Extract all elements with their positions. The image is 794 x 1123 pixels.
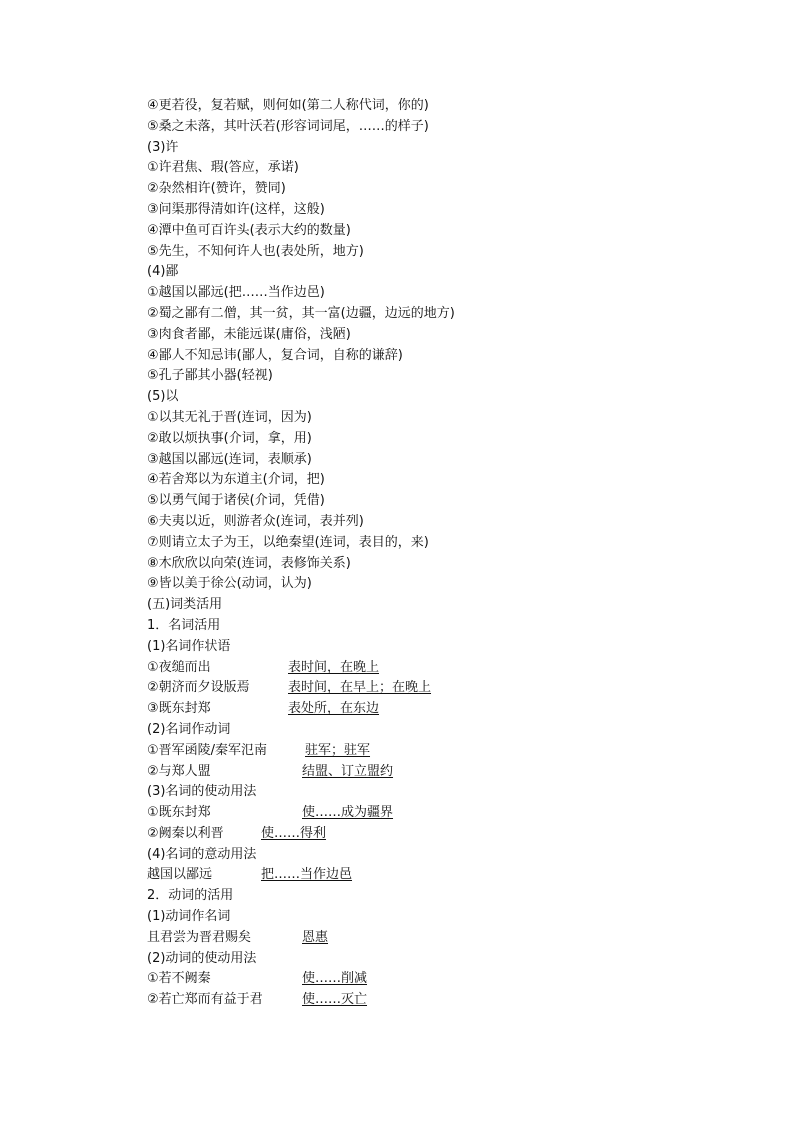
document-body <box>147 96 667 1011</box>
text-line: ⑨皆以美于徐公(动词，认为) <box>147 576 312 592</box>
section-heading: (五)词类活用 <box>147 597 223 613</box>
answer-text: 使……灭亡 <box>302 992 368 1008</box>
answer-text: 表时间，在早上；在晚上 <box>288 680 432 696</box>
answer-text: 结盟、订立盟约 <box>302 763 394 779</box>
text-line: ①越国以鄙远(把……当作边邑) <box>147 285 325 301</box>
example-row <box>147 865 667 886</box>
text-line: ①以其无礼于晋(连词，因为) <box>147 409 312 425</box>
text-line: ⑥夫夷以近，则游者众(连词，表并列) <box>147 513 364 529</box>
section-heading: (5)以 <box>147 389 179 405</box>
section-heading: (4)鄙 <box>147 264 179 280</box>
example-text: ③既东封郑 <box>147 701 211 717</box>
section-heading: (4)名词的意动用法 <box>147 846 257 862</box>
example-text: ②与郑人盟 <box>147 763 211 779</box>
text-line: ⑤先生，不知何许人也(表处所，地方) <box>147 243 364 259</box>
text-line: ⑦则请立太子为王，以绝秦望(连词，表目的，来) <box>147 534 429 550</box>
text-line: ④更若役，复若赋，则何如(第二人称代词，你的) <box>147 98 429 113</box>
example-row <box>147 762 667 783</box>
text-line: ④鄙人不知忌讳(鄙人，复合词，自称的谦辞) <box>147 347 403 363</box>
answer-text: 表处所，在东边 <box>288 701 380 717</box>
answer-text: 恩惠 <box>302 929 329 945</box>
text-line: ⑧木欣欣以向荣(连词，表修饰关系) <box>147 555 351 571</box>
example-row <box>147 678 667 699</box>
answer-text: 表时间，在晚上 <box>288 659 380 675</box>
section-heading: (3)名词的使动用法 <box>147 784 257 800</box>
example-text: 且君尝为晋君赐矣 <box>147 929 252 945</box>
section-heading: (2)动词的使动用法 <box>147 950 257 966</box>
answer-text: 驻军；驻军 <box>305 742 371 758</box>
text-line: ②蜀之鄙有二僧，其一贫，其一富(边疆，边远的地方) <box>147 305 455 321</box>
example-row <box>147 658 667 679</box>
text-line: ⑤以勇气闻于诸侯(介词，凭借) <box>147 493 325 509</box>
example-row <box>147 699 667 720</box>
answer-text: 使……成为疆界 <box>302 805 394 821</box>
example-text: ①晋军函陵/秦军氾南 <box>147 742 268 758</box>
text-line: ②杂然相许(赞许，赞同) <box>147 181 286 197</box>
section-heading: (3)许 <box>147 139 179 155</box>
example-text: ②朝济而夕设版焉 <box>147 680 250 696</box>
example-text: ①既东封郑 <box>147 805 211 821</box>
example-text: ①夜缒而出 <box>147 659 211 675</box>
text-line: ⑤孔子鄙其小器(轻视) <box>147 368 273 384</box>
section-heading: (2)名词作动词 <box>147 721 231 737</box>
text-line: ⑤桑之未落，其叶沃若(形容词词尾，……的样子) <box>147 118 429 134</box>
example-row <box>147 803 667 824</box>
answer-text: 使……得利 <box>261 825 327 841</box>
example-row <box>147 990 667 1011</box>
example-row <box>147 928 667 949</box>
example-row <box>147 969 667 990</box>
text-line: ③问渠那得清如许(这样，这般) <box>147 201 325 217</box>
section-heading: (1)名词作状语 <box>147 638 231 654</box>
section-heading: 2．动词的活用 <box>147 888 234 904</box>
text-line: ③越国以鄙远(连词，表顺承) <box>147 451 312 467</box>
answer-text: 把……当作边邑 <box>261 867 353 883</box>
example-text: ①若不阙秦 <box>147 971 211 987</box>
section-heading: 1．名词活用 <box>147 617 221 633</box>
text-line: ①许君焦、瑕(答应，承诺) <box>147 160 299 176</box>
text-line: ③肉食者鄙，未能远谋(庸俗，浅陋) <box>147 326 351 342</box>
text-line: ④潭中鱼可百许头(表示大约的数量) <box>147 222 351 238</box>
text-line: ②敢以烦执事(介词，拿，用) <box>147 430 312 446</box>
example-row <box>147 741 667 762</box>
example-row <box>147 824 667 845</box>
example-text: ②阙秦以利晋 <box>147 825 224 841</box>
answer-text: 使……削减 <box>302 971 368 987</box>
section-heading: (1)动词作名词 <box>147 909 231 925</box>
example-text: 越国以鄙远 <box>147 867 213 883</box>
example-text: ②若亡郑而有益于君 <box>147 992 263 1008</box>
text-line: ④若舍郑以为东道主(介词，把) <box>147 472 325 488</box>
